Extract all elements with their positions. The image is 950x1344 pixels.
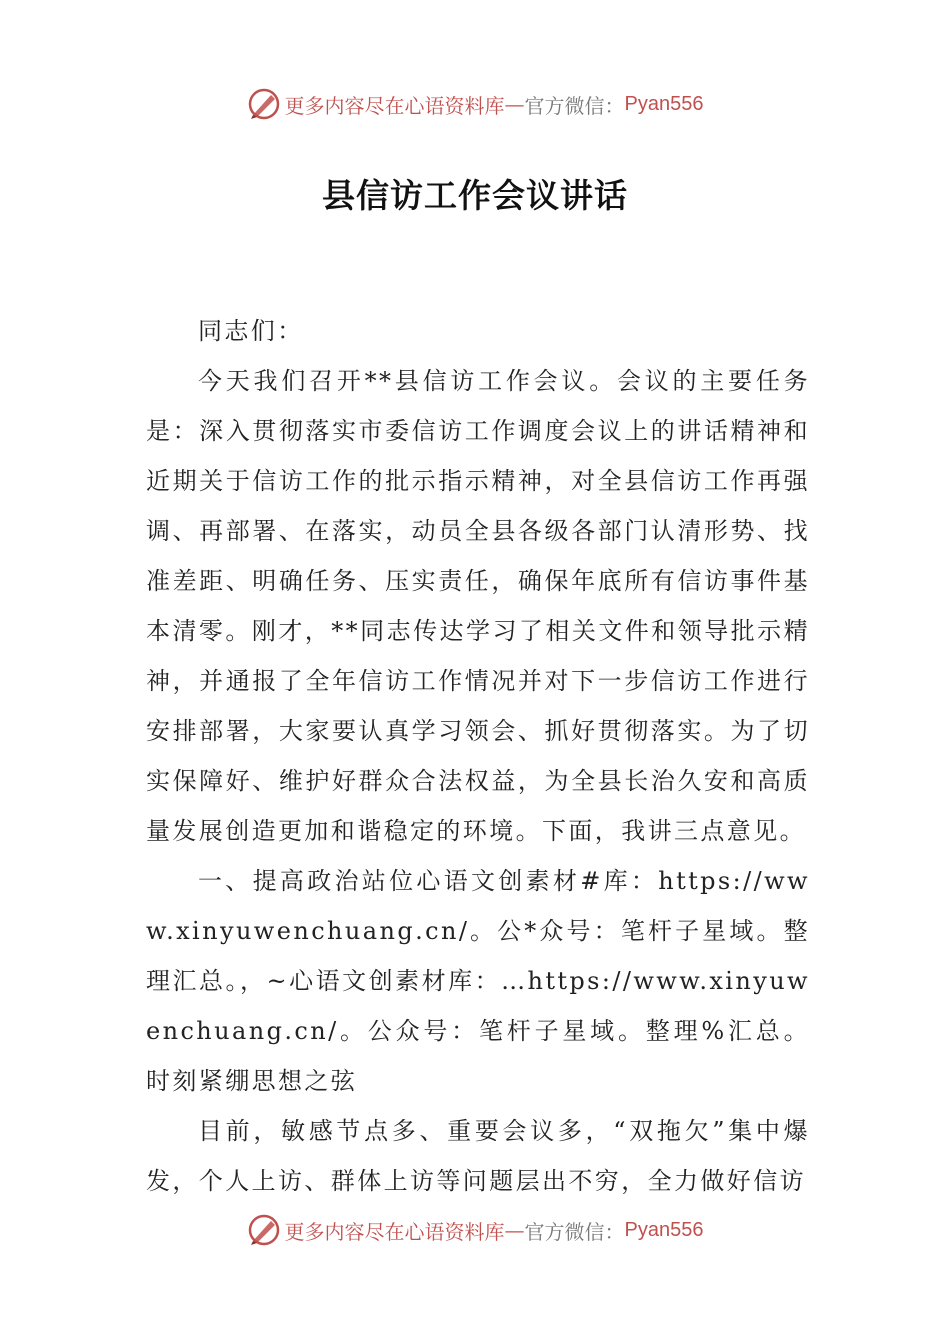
banner-wechat-id: Pyan556 — [624, 92, 704, 115]
section-one-paragraph: 目前，敏感节点多、重要会议多，“双拖欠”集中爆发，个人上访、群体上访等问题层出不穷，全力做好信访 — [146, 1117, 810, 1195]
footer-watermark-banner — [0, 1210, 950, 1250]
pen-logo-icon — [247, 1213, 281, 1247]
intro-paragraph: 今天我们召开**县信访工作会议。会议的主要任务是：深入贯彻落实市委信访工作调度会议上的讲话精神和近期关于信访工作的批示指示精神，对全县信访工作再强调、再部署、在落实，动员全县各级各部门认清形势、找准差距、明确任务、压实责任，确保年底所有信访事件基本清零。刚才，**同志传达学习了相关文件和领导批示精神，并通报了全年信访工作情况并对下一步信访工作进行安排部署，大家要认真学习领会、抓好贯彻落实。为了切实保障好、维护好群众合法权益，为全县长治久安和高质量发展创造更加和谐稳定的环境。下面，我讲三点意见。 — [146, 367, 810, 845]
banner-wechat-id: Pyan556 — [624, 1218, 704, 1241]
banner-text: 更多内容尽在心语资料库 — [284, 1219, 505, 1244]
header-watermark-banner — [0, 84, 950, 124]
banner-text: 更多内容尽在心语资料库 — [284, 93, 505, 118]
document-title: 县信访工作会议讲话 — [322, 176, 628, 215]
banner-subtext: 官方微信： — [524, 93, 625, 118]
banner-subtext: 官方微信： — [524, 1219, 625, 1244]
document-body — [146, 306, 810, 1206]
salutation-paragraph: 同志们： — [198, 317, 304, 345]
banner-separator: — — [504, 92, 525, 116]
banner-separator: — — [504, 1218, 525, 1242]
section-one-heading: 一、提高政治站位心语文创素材#库：https://www.xinyuwenchuang.cn/。公*众号：笔杆子星域。整理汇总。，~心语文创素材库：…https://www.xinyuwenchuang.cn/。公众号：笔杆子星域。整理%汇总。时刻紧绷思想之弦 — [146, 867, 810, 1095]
pen-logo-icon — [247, 87, 281, 121]
